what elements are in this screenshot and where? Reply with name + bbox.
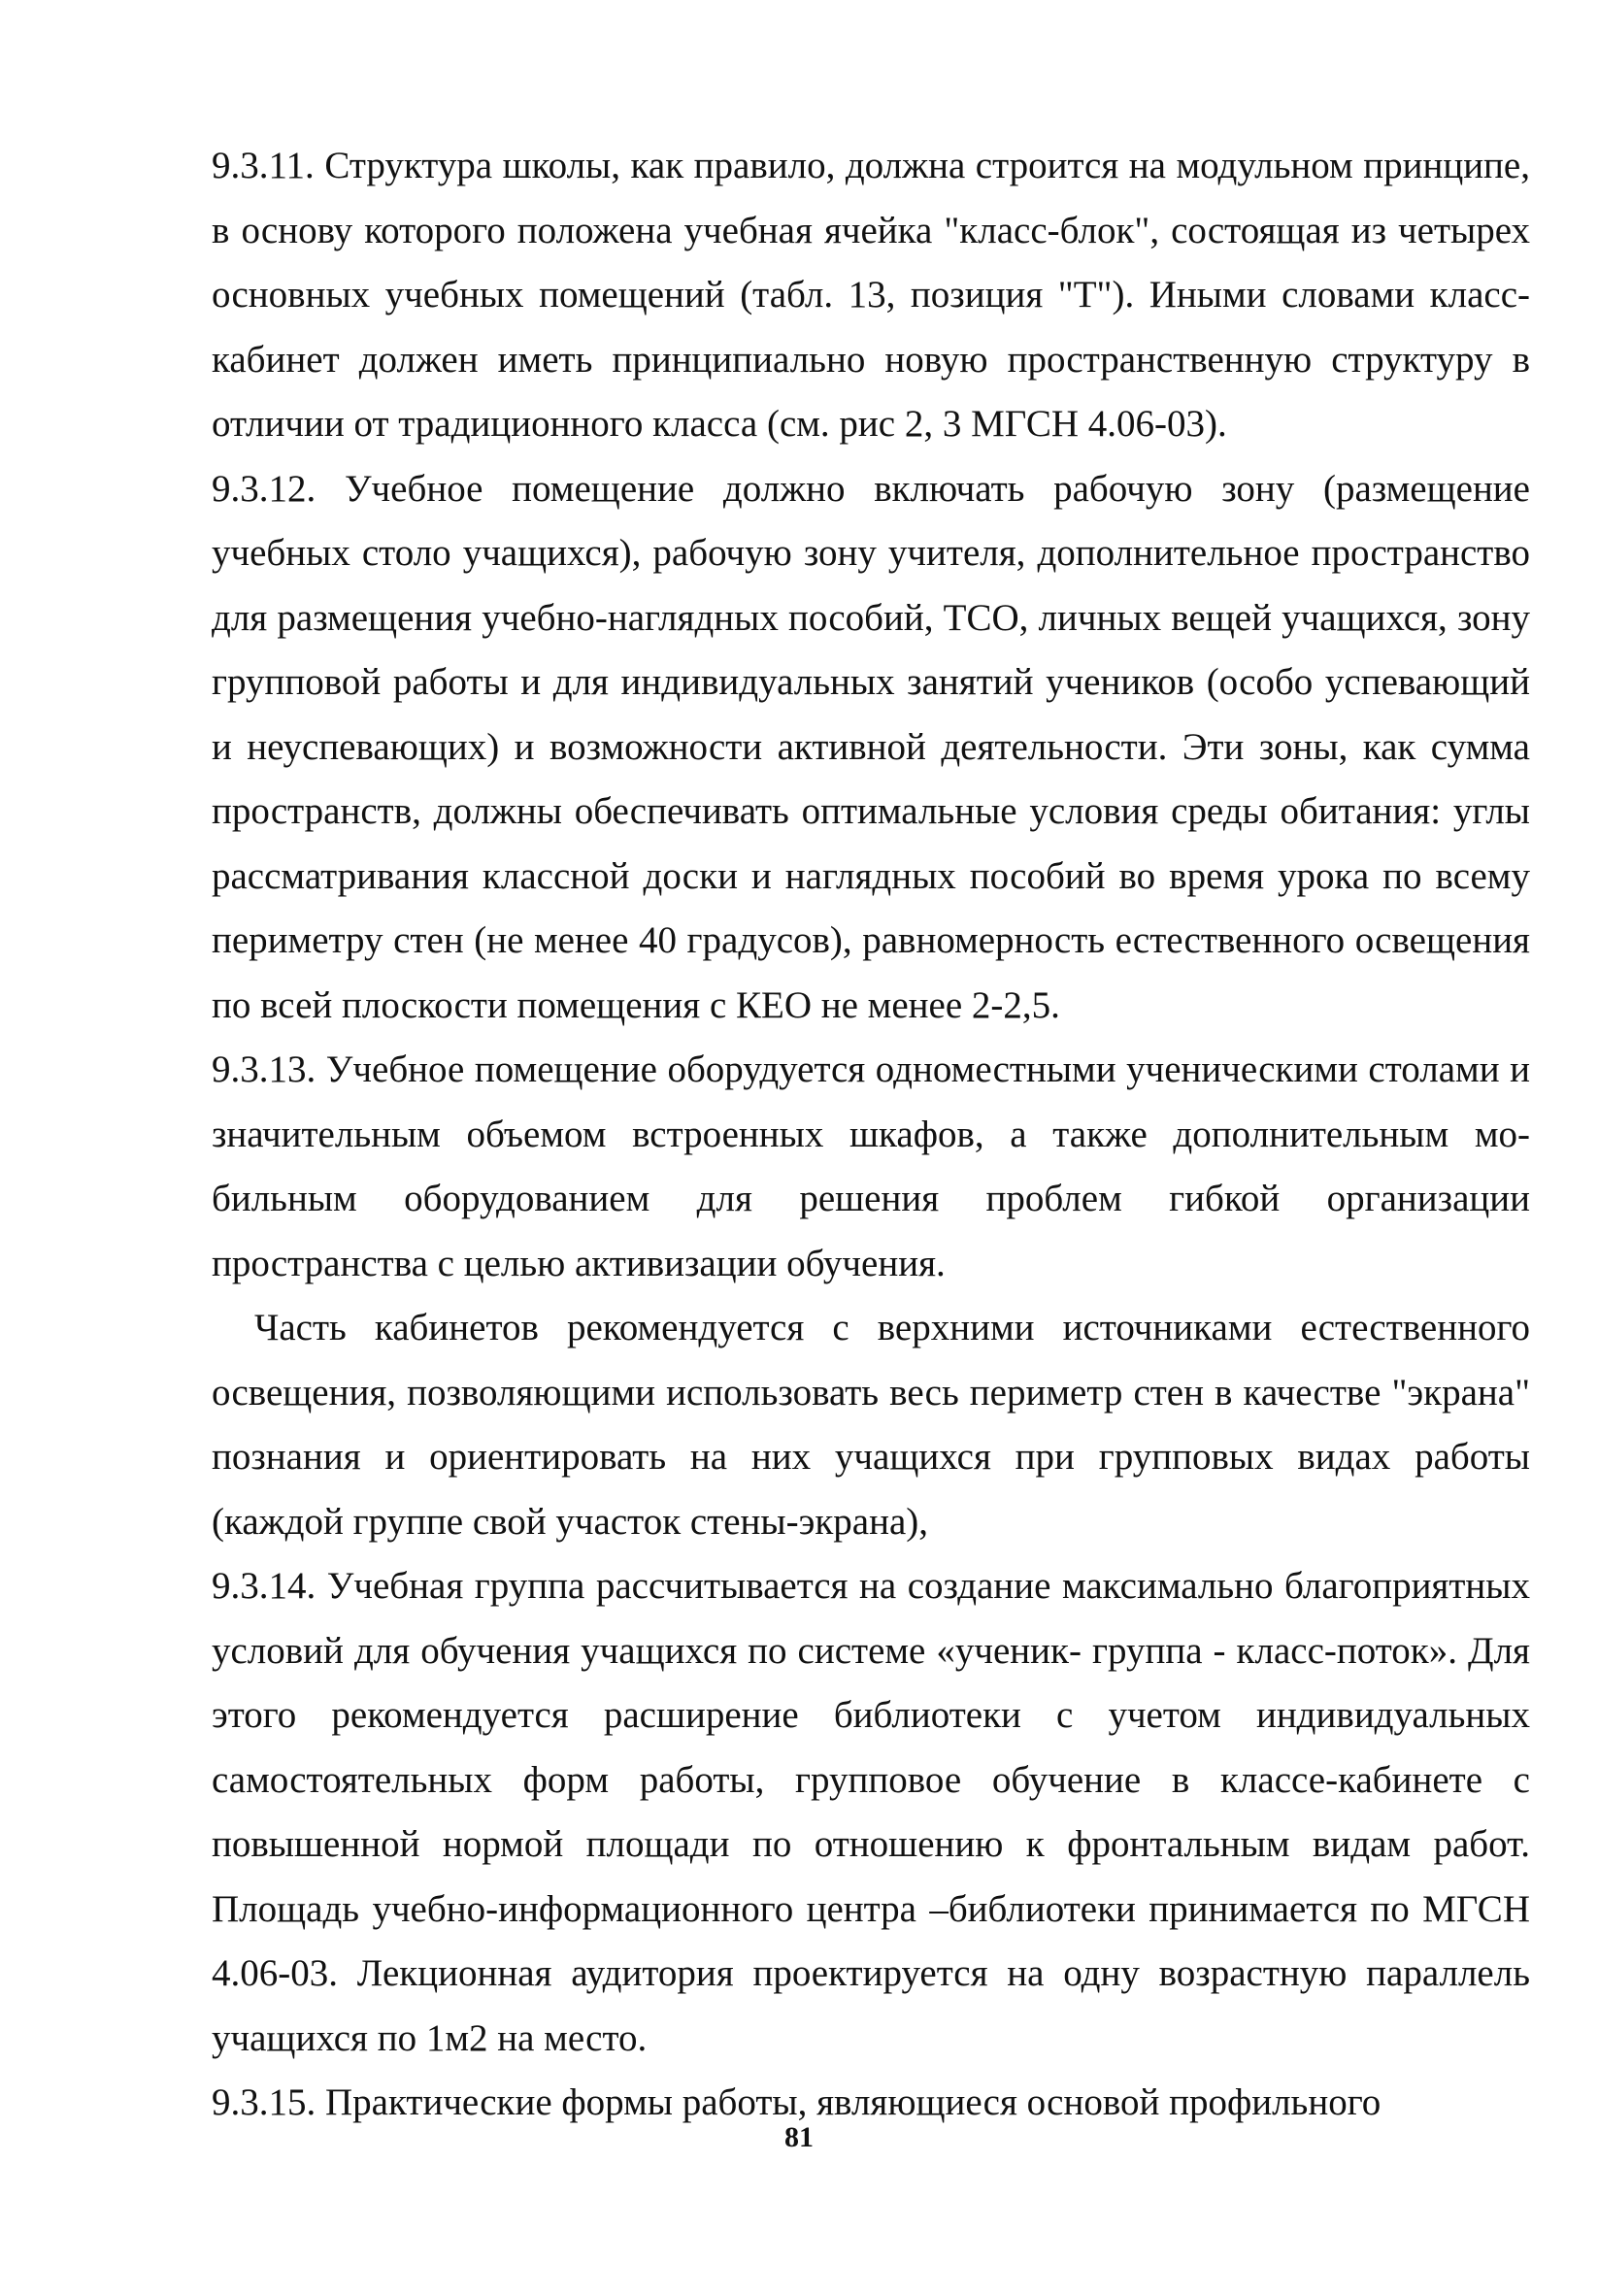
paragraph-9-3-15: 9.3.15. Практические формы работы, являющиеся основой профильного — [212, 2081, 1382, 2123]
body-text — [212, 134, 1530, 2136]
paragraph-cabinets-lighting: Часть кабинетов рекомендуется с верхними источниками естественного освещения, позволяющими использовать весь периметр стен в качестве "экрана" познания и ориентировать на них учащихся при групповых видах работы (каждой группе свой участок стены-экрана), — [212, 1307, 1530, 1543]
page-number: 81 — [784, 2121, 814, 2153]
paragraph-9-3-13: 9.3.13. Учебное помещение оборудуется одноместными ученическими столами и значительным объемом встроенных шкафов, а также дополнительным мо-бильным оборудованием для решения проблем гибкой организации пространства с целью активизации обучения. — [212, 1048, 1530, 1284]
paragraph-9-3-11: 9.3.11. Структура школы, как правило, должна строится на модульном принципе, в основу которого положена учебная ячейка "класс-блок", состоящая из четырех основных учебных помещений (табл. 13, позиция "Т"). Иными словами класс-кабинет должен иметь принципиально новую пространственную структуру в отличии от традиционного класса (см. рис 2, 3 МГСН 4.06-03). — [212, 145, 1530, 445]
paragraph-9-3-14: 9.3.14. Учебная группа рассчитывается на создание максимально благоприятных условий для обучения учащихся по системе «ученик- группа - класс-поток». Для этого рекомендуется расширение библиотеки с учетом индивидуальных самостоятельных форм работы, групповое обучение в классе-кабинете с повышенной нормой площади по отношению к фронтальным видам работ. Площадь учебно-информационного центра –библиотеки принимается по МГСН 4.06-03. Лекционная аудитория проектируется на одну возрастную параллель учащихся по 1м2 на место. — [212, 1565, 1530, 2059]
paragraph-9-3-12: 9.3.12. Учебное помещение должно включать рабочую зону (размещение учебных столо учащихся), рабочую зону учителя, дополнительное пространство для размещения учебно-наглядных пособий, ТСО, личных вещей учащихся, зону групповой работы и для индивидуальных занятий учеников (особо успевающий и неуспевающих) и возможности активной деятельности. Эти зоны, как сумма пространств, должны обеспечивать оптимальные условия среды обитания: углы рассматривания классной доски и наглядных пособий во время урока по всему периметру стен (не менее 40 градусов), равномерность естественного освещения по всей плоскости помещения с КЕО не менее 2-2,5. — [212, 467, 1530, 1026]
